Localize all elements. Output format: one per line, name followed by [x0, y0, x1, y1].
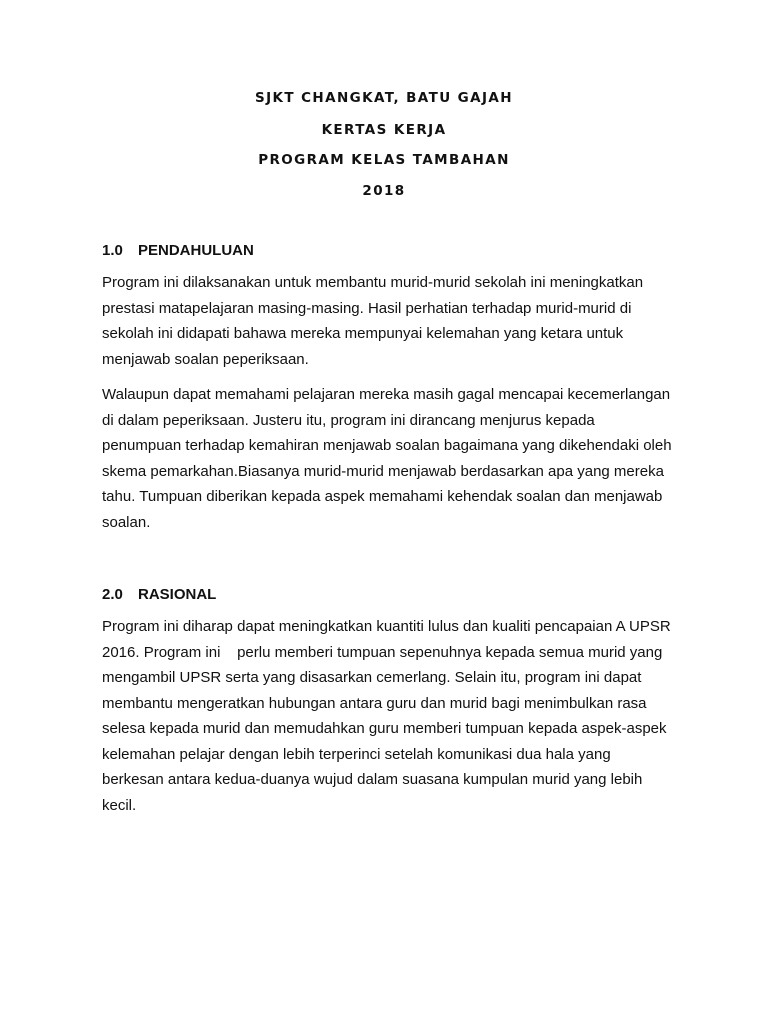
- document-type: KERTAS KERJA: [321, 122, 447, 138]
- section-heading-rasional: [102, 586, 216, 603]
- paragraph-line: 2016. Program ini perlu memberi tumpuan sepenuhnya kepada semua murid yang: [102, 643, 663, 661]
- paragraph-line: di dalam peperiksaan. Justeru itu, program ini dirancang menjurus kepada: [102, 411, 595, 429]
- paragraph-line: selesa kepada murid dan memudahkan guru memberi tumpuan kepada aspek-aspek: [102, 720, 667, 737]
- section-number: 2.0: [102, 586, 123, 603]
- program-title: PROGRAM KELAS TAMBAHAN: [258, 152, 510, 168]
- paragraph-line: Program ini dilaksanakan untuk membantu murid-murid sekolah ini meningkatkan: [102, 274, 644, 291]
- paragraph-line: Program ini diharap dapat meningkatkan kuantiti lulus dan kualiti pencapaian A UPSR: [102, 618, 671, 635]
- rational-paragraph-1: [102, 614, 702, 818]
- paragraph-line: Walaupun dapat memahami pelajaran mereka masih gagal mencapai kecemerlangan: [102, 386, 671, 403]
- section-number: 1.0: [102, 242, 123, 259]
- section-title: PENDAHULUAN: [138, 242, 254, 259]
- paragraph-line: tahu. Tumpuan diberikan kepada aspek memahami kehendak soalan dan menjawab: [102, 488, 663, 505]
- school-name: SJKT CHANGKAT, BATU GAJAH: [255, 90, 513, 106]
- section-heading-pendahuluan: [102, 242, 254, 259]
- program-year: 2018: [362, 183, 406, 199]
- paragraph-line: menjawab soalan peperiksaan.: [102, 350, 309, 368]
- paragraph-line: berkesan antara kedua-duanya wujud dalam suasana kumpulan murid yang lebih: [102, 771, 643, 788]
- section-title: RASIONAL: [138, 586, 217, 603]
- paragraph-line: prestasi matapelajaran masing-masing. Hasil perhatian terhadap murid-murid di: [102, 299, 632, 317]
- paragraph-line: kelemahan pelajar dengan lebih terperinci setelah komunikasi dua hala yang: [102, 745, 611, 763]
- paragraph-line: penumpuan terhadap kemahiran menjawab soalan bagaimana yang dikehendaki oleh: [102, 437, 672, 454]
- paragraph-line: membantu mengeratkan hubungan antara guru dan murid bagi menimbulkan rasa: [102, 694, 647, 712]
- paragraph-line: skema pemarkahan.Biasanya murid-murid menjawab berdasarkan apa yang mereka: [102, 462, 664, 480]
- paragraph-line: soalan.: [102, 513, 151, 531]
- paragraph-line: mengambil UPSR serta yang disasarkan cemerlang. Selain itu, program ini dapat: [102, 669, 642, 686]
- intro-paragraph-2: [102, 382, 702, 535]
- paragraph-line: sekolah ini didapati bahawa mereka mempunyai kelemahan yang ketara untuk: [102, 325, 624, 342]
- intro-paragraph-1: [102, 270, 702, 372]
- paragraph-line: kecil.: [102, 796, 137, 814]
